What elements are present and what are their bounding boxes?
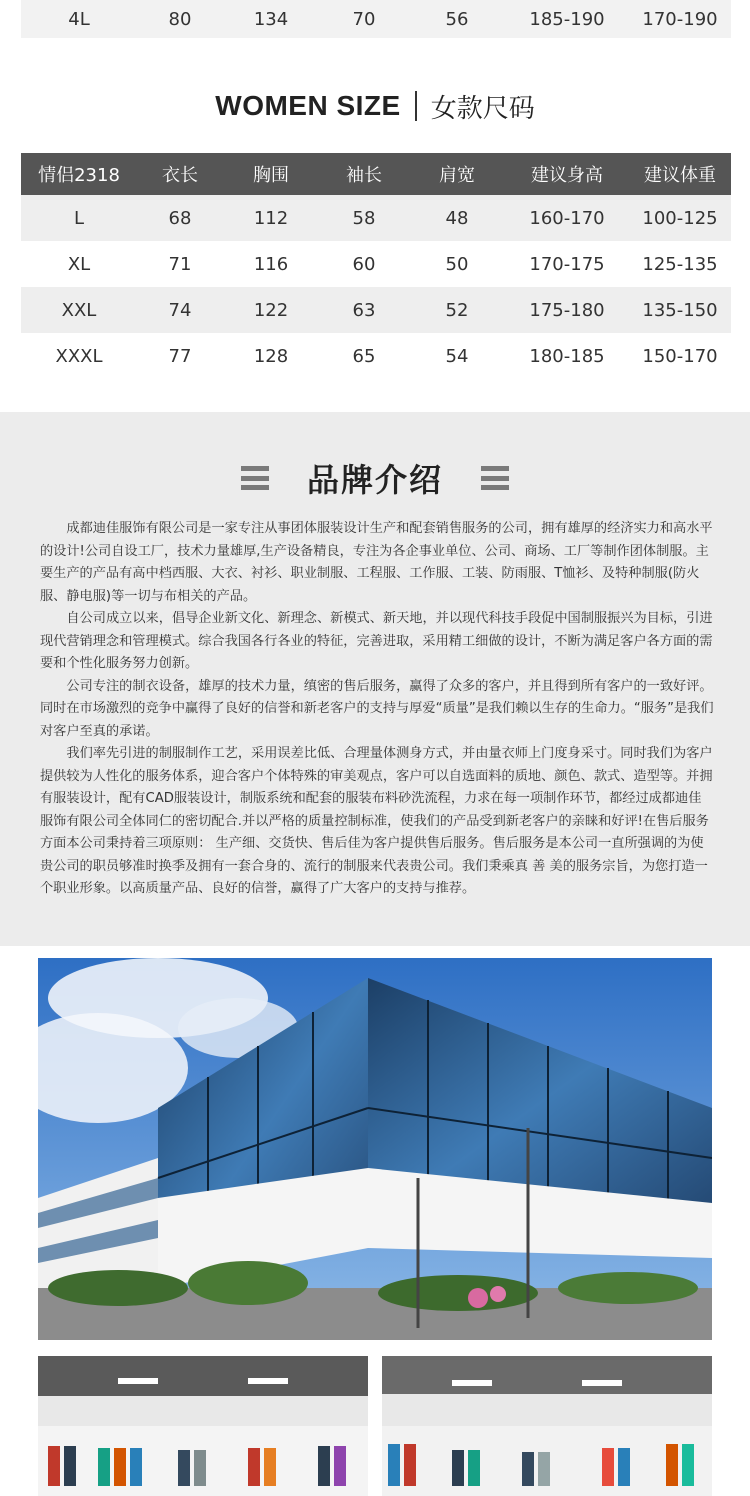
header-cell: 建议体重: [644, 165, 716, 186]
size-cell: 74: [168, 299, 192, 321]
showroom-photo-left: [38, 1356, 368, 1496]
size-cell: 68: [168, 207, 192, 229]
header-cell: 肩宽: [439, 165, 475, 186]
size-cell: XXL: [61, 299, 97, 321]
showroom-photo-right: [382, 1356, 712, 1496]
company-building-photo: [38, 958, 712, 1340]
size-cell: 77: [168, 345, 192, 367]
size-cell: 170-190: [642, 8, 718, 30]
women-size-table: [21, 153, 731, 379]
menu-lines-icon: [481, 466, 509, 490]
brand-paragraph: 我们率先引进的制服制作工艺，采用误差比低、合理量体测身方式，并由量衣师上门度身采寸。同时我们为客户提供较为人性化的服务体系，迎合客户个体特殊的审美观点，客户可以自选面料的质地、颜色、款式、造型等。并拥有服装设计，配有CAD服装设计，制版系统和配套的服装布料砂洗流程，力求在每一项制作环节，都经过成都迪佳服饰有限公司全体同仁的密切配合.并以严格的质量控制标准，使我们的产品受到新老客户的亲睐和好评!在售后服务方面本公司秉持着三项原则： 生产细、交货快、售后佳为客户提供售后服务。售后服务是本公司一直所强调的为使贵公司的职员够准时换季及拥有一套合身的、流行的制服来代表贵公司。我们秉乘真 善 美的服务宗旨，为您打造一个职业形象。以高质量产品、良好的信誉，赢得了广大客户的支持与推荐。: [40, 746, 713, 896]
header-cell: 建议身高: [531, 165, 603, 186]
size-cell: 48: [445, 207, 469, 229]
size-cell: 65: [352, 345, 376, 367]
size-cell: 116: [253, 253, 289, 275]
brand-title: 品牌介绍: [306, 461, 443, 499]
size-cell: 63: [352, 299, 376, 321]
size-cell: 50: [445, 253, 469, 275]
table-row: [21, 287, 731, 333]
size-cell: 71: [168, 253, 192, 275]
size-cell: 175-180: [529, 299, 605, 321]
size-cell: 125-135: [642, 253, 718, 275]
brand-paragraph: 成都迪佳服饰有限公司是一家专注从事团体服装设计生产和配套销售服务的公司，拥有雄厚的经济实力和高水平的设计!公司自设工厂，技术力量雄厚,生产设备精良，专注为各企事业单位、公司、商场、工厂等制作团体制服。主要生产的产品有高中档西服、大衣、衬衫、职业制服、工程服、工作服、工装、防雨服、T恤衫、及特种制服(防火服、静电服)等一切与布相关的产品。: [40, 521, 713, 604]
size-cell: 112: [253, 207, 289, 229]
size-cell: 180-185: [529, 345, 605, 367]
header-cell: 胸围: [253, 165, 289, 186]
size-cell: 170-175: [529, 253, 605, 275]
size-cell: 52: [445, 299, 469, 321]
brand-paragraph: 公司专注的制衣设备，雄厚的技术力量，缜密的售后服务，赢得了众多的客户，并且得到所有客户的一致好评。同时在市场激烈的竞争中赢得了良好的信誉和新老客户的支持与厚爱“质量”是我们赖以生存的生命力。“服务”是我们对客户至真的承诺。: [40, 678, 714, 739]
table-row: [21, 333, 731, 379]
size-cell: 80: [168, 8, 192, 30]
size-cell: 185-190: [529, 8, 605, 30]
women-size-title-en: WOMEN SIZE: [215, 90, 401, 121]
size-cell: 58: [352, 207, 376, 229]
size-cell: 122: [253, 299, 289, 321]
size-cell: 134: [253, 8, 289, 30]
brand-paragraph: 自公司成立以来，倡导企业新文化、新理念、新模式、新天地，并以现代科技手段促中国制服振兴为目标，引进现代营销理念和管理模式。综合我国各行各业的特征，完善进取，采用精工细做的设计，不断为满足客户各方面的需要和个性化服务努力创新。: [40, 611, 713, 671]
brand-description: [40, 518, 714, 901]
size-cell: XXXL: [55, 345, 103, 367]
header-cell: 情侣2318: [38, 165, 120, 186]
size-cell: 60: [352, 253, 376, 275]
brand-heading: [0, 458, 750, 498]
women-size-title-cn: 女款尺码: [430, 93, 535, 124]
menu-lines-icon: [241, 466, 269, 490]
size-cell: 56: [445, 8, 469, 30]
size-cell: 4L: [68, 8, 90, 30]
size-cell: 128: [253, 345, 289, 367]
header-cell: 袖长: [346, 165, 382, 186]
women-size-heading: [0, 86, 750, 126]
size-row-4l: [21, 0, 731, 38]
size-cell: 135-150: [642, 299, 718, 321]
table-header: [21, 153, 731, 195]
title-divider: [415, 91, 417, 121]
brand-intro-section: [0, 412, 750, 946]
size-cell: 160-170: [529, 207, 605, 229]
table-row: [21, 241, 731, 287]
size-cell: 150-170: [642, 345, 718, 367]
size-cell: 70: [352, 8, 376, 30]
table-row: [21, 195, 731, 241]
size-cell: 54: [445, 345, 469, 367]
size-cell: L: [73, 207, 85, 229]
size-cell: XL: [67, 253, 91, 275]
size-cell: 100-125: [642, 207, 718, 229]
header-cell: 衣长: [162, 165, 198, 186]
